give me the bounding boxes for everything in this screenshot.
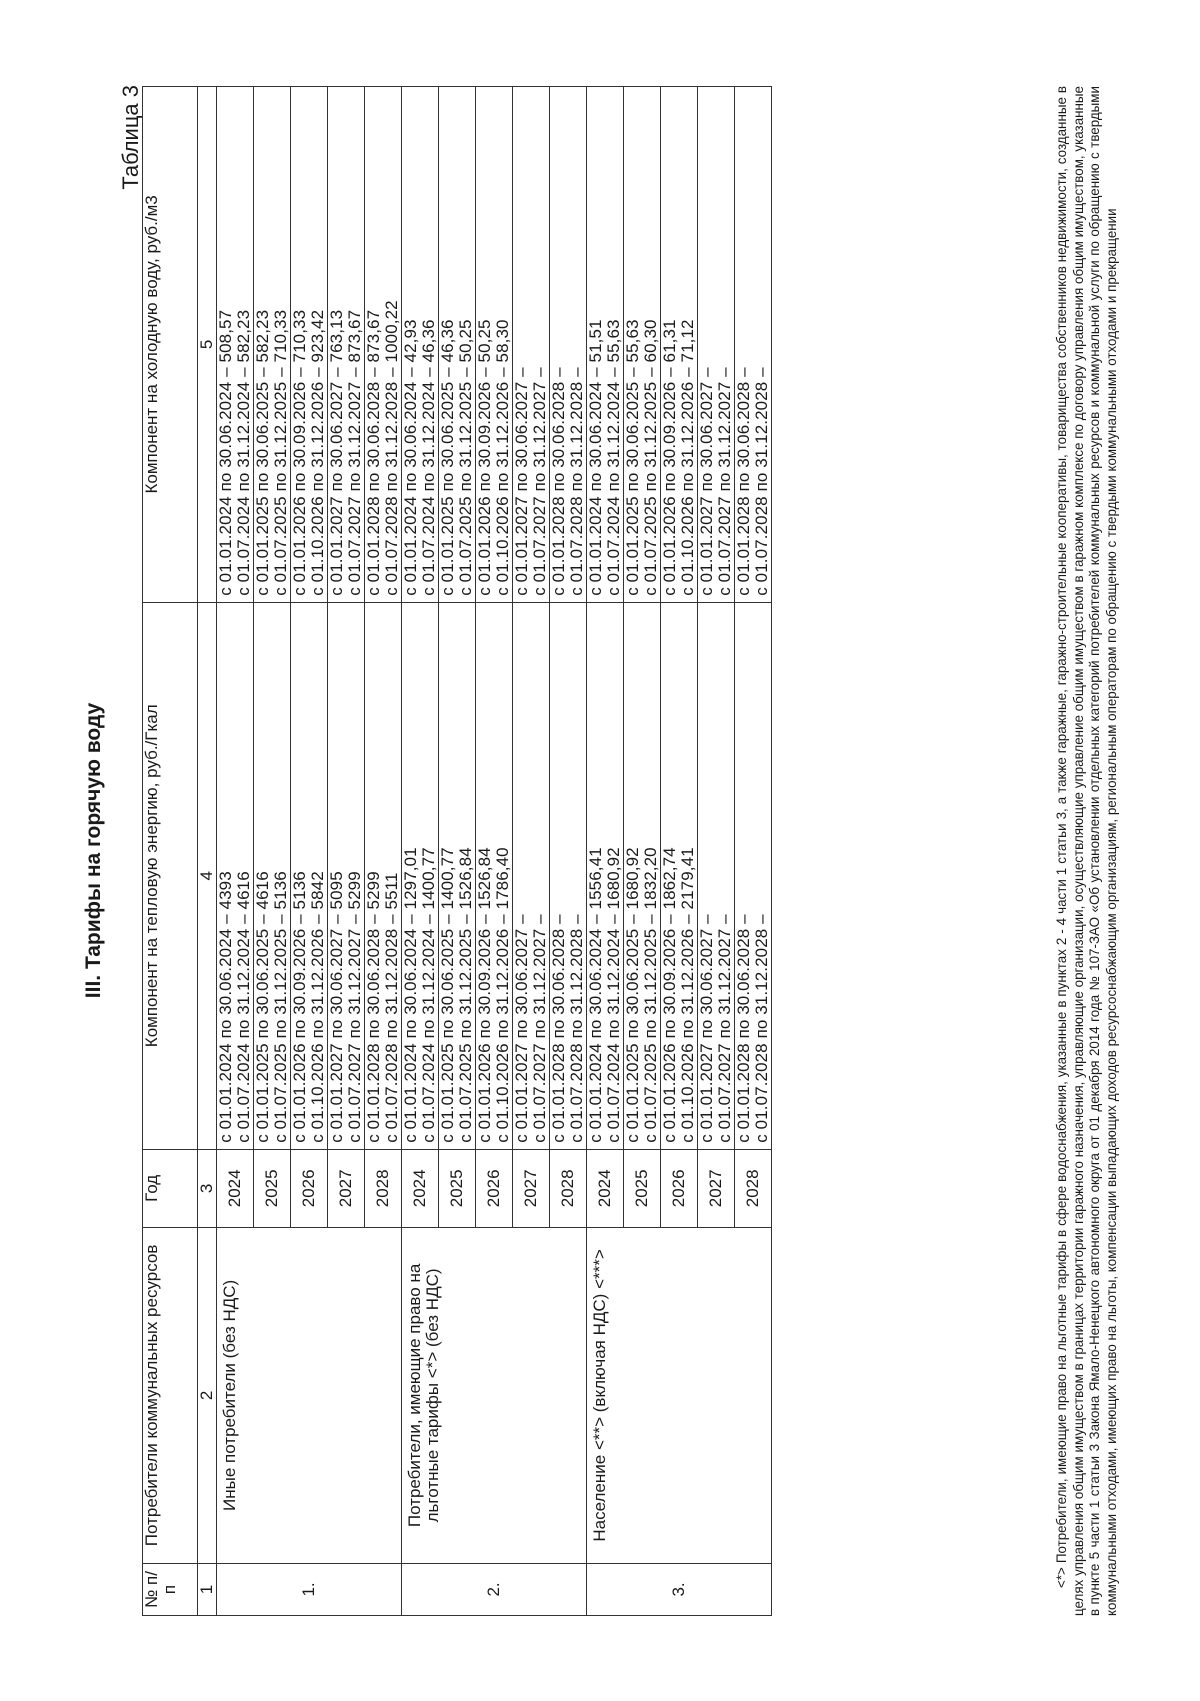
heat-tariff-cell <box>365 602 402 1149</box>
year-cell: 2028 <box>550 1149 587 1227</box>
table-label: Таблица 3 <box>118 85 143 190</box>
tariff-period: с 01.07.2027 по 31.12.2027 – <box>715 367 734 596</box>
year-cell: 2025 <box>624 1149 661 1227</box>
year-cell: 2026 <box>291 1149 328 1227</box>
tariff-period: с 01.01.2028 по 30.06.2028 – 5299 <box>364 871 383 1143</box>
tariff-period: с 01.07.2025 по 31.12.2025 – 50,25 <box>456 319 475 596</box>
tariff-period: с 01.01.2025 по 30.06.2025 – 55,63 <box>623 319 642 596</box>
tariff-period: с 01.10.2026 по 31.12.2026 – 923,42 <box>308 309 327 596</box>
heat-tariff-cell <box>439 602 476 1149</box>
tariff-period: с 01.07.2024 по 31.12.2024 – 55,63 <box>604 319 623 596</box>
heat-tariff-cell <box>217 602 254 1149</box>
heat-tariff-cell <box>735 602 772 1149</box>
tariff-period: с 01.07.2024 по 31.12.2024 – 1400,77 <box>419 847 438 1143</box>
cold-water-tariff-cell <box>587 87 624 603</box>
header-number: № п/п <box>143 1563 198 1615</box>
cold-water-tariff-cell <box>661 87 698 603</box>
tariff-period: с 01.01.2026 по 30.09.2026 – 61,31 <box>660 319 679 596</box>
tariff-period: с 01.01.2028 по 30.06.2028 – <box>734 914 753 1143</box>
tariff-period: с 01.10.2026 по 31.12.2026 – 71,12 <box>678 319 697 596</box>
row-number: 1. <box>217 1563 402 1615</box>
heat-tariff-cell <box>402 602 439 1149</box>
tariff-period: с 01.10.2026 по 31.12.2026 – 1786,40 <box>493 847 512 1143</box>
consumer-category: Потребители, имеющие право на льготные тарифы <*> (без НДС) <box>402 1227 587 1563</box>
tariff-period: с 01.07.2028 по 31.12.2028 – <box>752 914 771 1143</box>
tariff-period: с 01.07.2024 по 31.12.2024 – 4616 <box>234 871 253 1143</box>
tariff-period: с 01.07.2027 по 31.12.2027 – <box>530 367 549 596</box>
heat-tariff-cell <box>476 602 513 1149</box>
cold-water-tariff-cell <box>254 87 291 603</box>
heat-tariff-cell <box>587 602 624 1149</box>
heat-tariff-cell <box>624 602 661 1149</box>
column-number: 2 <box>198 1227 217 1563</box>
heat-tariff-cell <box>513 602 550 1149</box>
tariff-period: с 01.07.2028 по 31.12.2028 – <box>567 367 586 596</box>
tariff-period: с 01.01.2028 по 30.06.2028 – <box>734 367 753 596</box>
tariff-period: с 01.01.2025 по 30.06.2025 – 582,23 <box>253 309 272 596</box>
tariff-period: с 01.07.2027 по 31.12.2027 – 873,67 <box>345 309 364 596</box>
year-cell: 2025 <box>254 1149 291 1227</box>
cold-water-tariff-cell <box>735 87 772 603</box>
column-number: 1 <box>198 1563 217 1615</box>
year-cell: 2027 <box>328 1149 365 1227</box>
column-number: 5 <box>198 87 217 603</box>
consumer-category: Население <**> (включая НДС) <***> <box>587 1227 772 1563</box>
cold-water-tariff-cell <box>550 87 587 603</box>
tariff-period: с 01.07.2027 по 31.12.2027 – 5299 <box>345 871 364 1143</box>
table-body <box>217 87 772 1616</box>
year-cell: 2027 <box>513 1149 550 1227</box>
heat-tariff-cell <box>661 602 698 1149</box>
tariff-period: с 01.07.2024 по 31.12.2024 – 46,36 <box>419 319 438 596</box>
heat-tariff-cell <box>698 602 735 1149</box>
tariff-period: с 01.01.2028 по 30.06.2028 – <box>549 367 568 596</box>
tariff-period: с 01.10.2026 по 31.12.2026 – 5842 <box>308 871 327 1143</box>
year-cell: 2026 <box>661 1149 698 1227</box>
table-row <box>217 87 254 1616</box>
tariff-period: с 01.01.2027 по 30.06.2027 – <box>697 914 716 1143</box>
year-cell: 2025 <box>439 1149 476 1227</box>
tariff-period: с 01.01.2026 по 30.09.2026 – 710,33 <box>290 309 309 596</box>
tariff-period: с 01.07.2025 по 31.12.2025 – 1526,84 <box>456 847 475 1143</box>
tariff-period: с 01.01.2025 по 30.06.2025 – 1400,77 <box>438 847 457 1143</box>
header-year: Год <box>143 1149 198 1227</box>
tariff-period: с 01.01.2027 по 30.06.2027 – <box>512 367 531 596</box>
tariff-period: с 01.10.2026 по 31.12.2026 – 2179,41 <box>678 847 697 1143</box>
tariff-period: с 01.01.2026 по 30.09.2026 – 1862,74 <box>660 847 679 1143</box>
tariff-period: с 01.01.2025 по 30.06.2025 – 46,36 <box>438 319 457 596</box>
tariff-period: с 01.01.2027 по 30.06.2027 – 763,13 <box>327 309 346 596</box>
cold-water-tariff-cell <box>291 87 328 603</box>
tariff-period: с 01.01.2026 по 30.09.2026 – 5136 <box>290 871 309 1143</box>
header-heat-component: Компонент на тепловую энергию, руб./Гкал <box>143 602 198 1149</box>
tariff-period: с 01.10.2026 по 31.12.2026 – 58,30 <box>493 319 512 596</box>
tariff-period: с 01.01.2027 по 30.06.2027 – <box>512 914 531 1143</box>
year-cell: 2028 <box>735 1149 772 1227</box>
tariff-period: с 01.07.2025 по 31.12.2025 – 60,30 <box>641 319 660 596</box>
heat-tariff-cell <box>328 602 365 1149</box>
consumer-category: Иные потребители (без НДС) <box>217 1227 402 1563</box>
tariff-period: с 01.07.2025 по 31.12.2025 – 5136 <box>271 871 290 1143</box>
header-cold-water-component: Компонент на холодную воду, руб./м3 <box>143 87 198 603</box>
tariff-period: с 01.07.2028 по 31.12.2028 – <box>567 914 586 1143</box>
table-row <box>587 87 624 1616</box>
cold-water-tariff-cell <box>328 87 365 603</box>
tariff-period: с 01.07.2027 по 31.12.2027 – <box>530 914 549 1143</box>
footnote <box>1054 86 1120 1616</box>
tariff-period: с 01.01.2024 по 30.06.2024 – 51,51 <box>586 319 605 596</box>
tariff-period: с 01.01.2024 по 30.06.2024 – 1556,41 <box>586 847 605 1143</box>
tariff-period: с 01.01.2025 по 30.06.2025 – 4616 <box>253 871 272 1143</box>
table-row <box>402 87 439 1616</box>
cold-water-tariff-cell <box>439 87 476 603</box>
heat-tariff-cell <box>291 602 328 1149</box>
cold-water-tariff-cell <box>698 87 735 603</box>
year-cell: 2024 <box>587 1149 624 1227</box>
year-cell: 2024 <box>402 1149 439 1227</box>
year-cell: 2028 <box>365 1149 402 1227</box>
cold-water-tariff-cell <box>624 87 661 603</box>
tariff-period: с 01.07.2028 по 31.12.2028 – 1000,22 <box>382 300 401 596</box>
cold-water-tariff-cell <box>365 87 402 603</box>
cold-water-tariff-cell <box>402 87 439 603</box>
tariff-period: с 01.01.2024 по 30.06.2024 – 42,93 <box>401 319 420 596</box>
row-number: 3. <box>587 1563 772 1615</box>
tariff-period: с 01.01.2028 по 30.06.2028 – 873,67 <box>364 309 383 596</box>
tariff-period: с 01.01.2028 по 30.06.2028 – <box>549 914 568 1143</box>
tariff-period: с 01.01.2024 по 30.06.2024 – 4393 <box>216 871 235 1143</box>
page-title: III. Тарифы на горячую воду <box>82 702 105 999</box>
cold-water-tariff-cell <box>513 87 550 603</box>
year-cell: 2026 <box>476 1149 513 1227</box>
tariff-period: с 01.07.2025 по 31.12.2025 – 710,33 <box>271 309 290 596</box>
tariff-period: с 01.07.2024 по 31.12.2024 – 582,23 <box>234 309 253 596</box>
cold-water-tariff-cell <box>476 87 513 603</box>
year-cell: 2024 <box>217 1149 254 1227</box>
tariff-period: с 01.01.2025 по 30.06.2025 – 1680,92 <box>623 847 642 1143</box>
column-number: 4 <box>198 602 217 1149</box>
header-consumers: Потребители коммунальных ресурсов <box>143 1227 198 1563</box>
tariff-period: с 01.01.2026 по 30.09.2026 – 50,25 <box>475 319 494 596</box>
tariff-period: с 01.01.2027 по 30.06.2027 – 5095 <box>327 871 346 1143</box>
row-number: 2. <box>402 1563 587 1615</box>
cold-water-tariff-cell <box>217 87 254 603</box>
tariff-period: с 01.01.2024 по 30.06.2024 – 508,57 <box>216 309 235 596</box>
tariff-period: с 01.07.2028 по 31.12.2028 – 5511 <box>382 872 401 1143</box>
tariff-period: с 01.07.2025 по 31.12.2025 – 1832,20 <box>641 847 660 1143</box>
tariff-period: с 01.01.2027 по 30.06.2027 – <box>697 367 716 596</box>
heat-tariff-cell <box>254 602 291 1149</box>
tariff-period: с 01.01.2024 по 30.06.2024 – 1297,01 <box>401 847 420 1143</box>
year-cell: 2027 <box>698 1149 735 1227</box>
tariff-table <box>142 86 772 1616</box>
tariff-period: с 01.07.2027 по 31.12.2027 – <box>715 914 734 1143</box>
tariff-period: с 01.07.2024 по 31.12.2024 – 1680,92 <box>604 847 623 1143</box>
tariff-period: с 01.07.2028 по 31.12.2028 – <box>752 367 771 596</box>
column-number: 3 <box>198 1149 217 1227</box>
heat-tariff-cell <box>550 602 587 1149</box>
footnote-text: <*> Потребители, имеющие право на льготные тарифы в сфере водоснабжения, указанные в пунктах 2 - 4 части 1 статьи 3, а также гаражные, гаражно-строительные кооперативы, товарищества собственников недвижимости, созданные в целях управления общим имуществом в границах территории гаражного назначения, управляющие организации, осуществляющие управление общим имуществом в гаражном комплексе по договору управления общим имуществом, указанные в пункте 5 части 1 статьи 3 Закона Ямало-Ненецкого автономного округа от 01 декабря 2014 года № 107-ЗАО «Об установлении отдельных категорий потребителей коммунальных ресурсов и коммунальной услуги по обращению с твердыми коммунальными отходами, имеющих право на льготы, компенсации выпадающих доходов ресурсоснабжающим организациям, региональным операторам по обращению с твердыми коммунальными отходами и прекращении <box>1054 86 1119 1616</box>
tariff-period: с 01.01.2026 по 30.09.2026 – 1526,84 <box>475 847 494 1143</box>
